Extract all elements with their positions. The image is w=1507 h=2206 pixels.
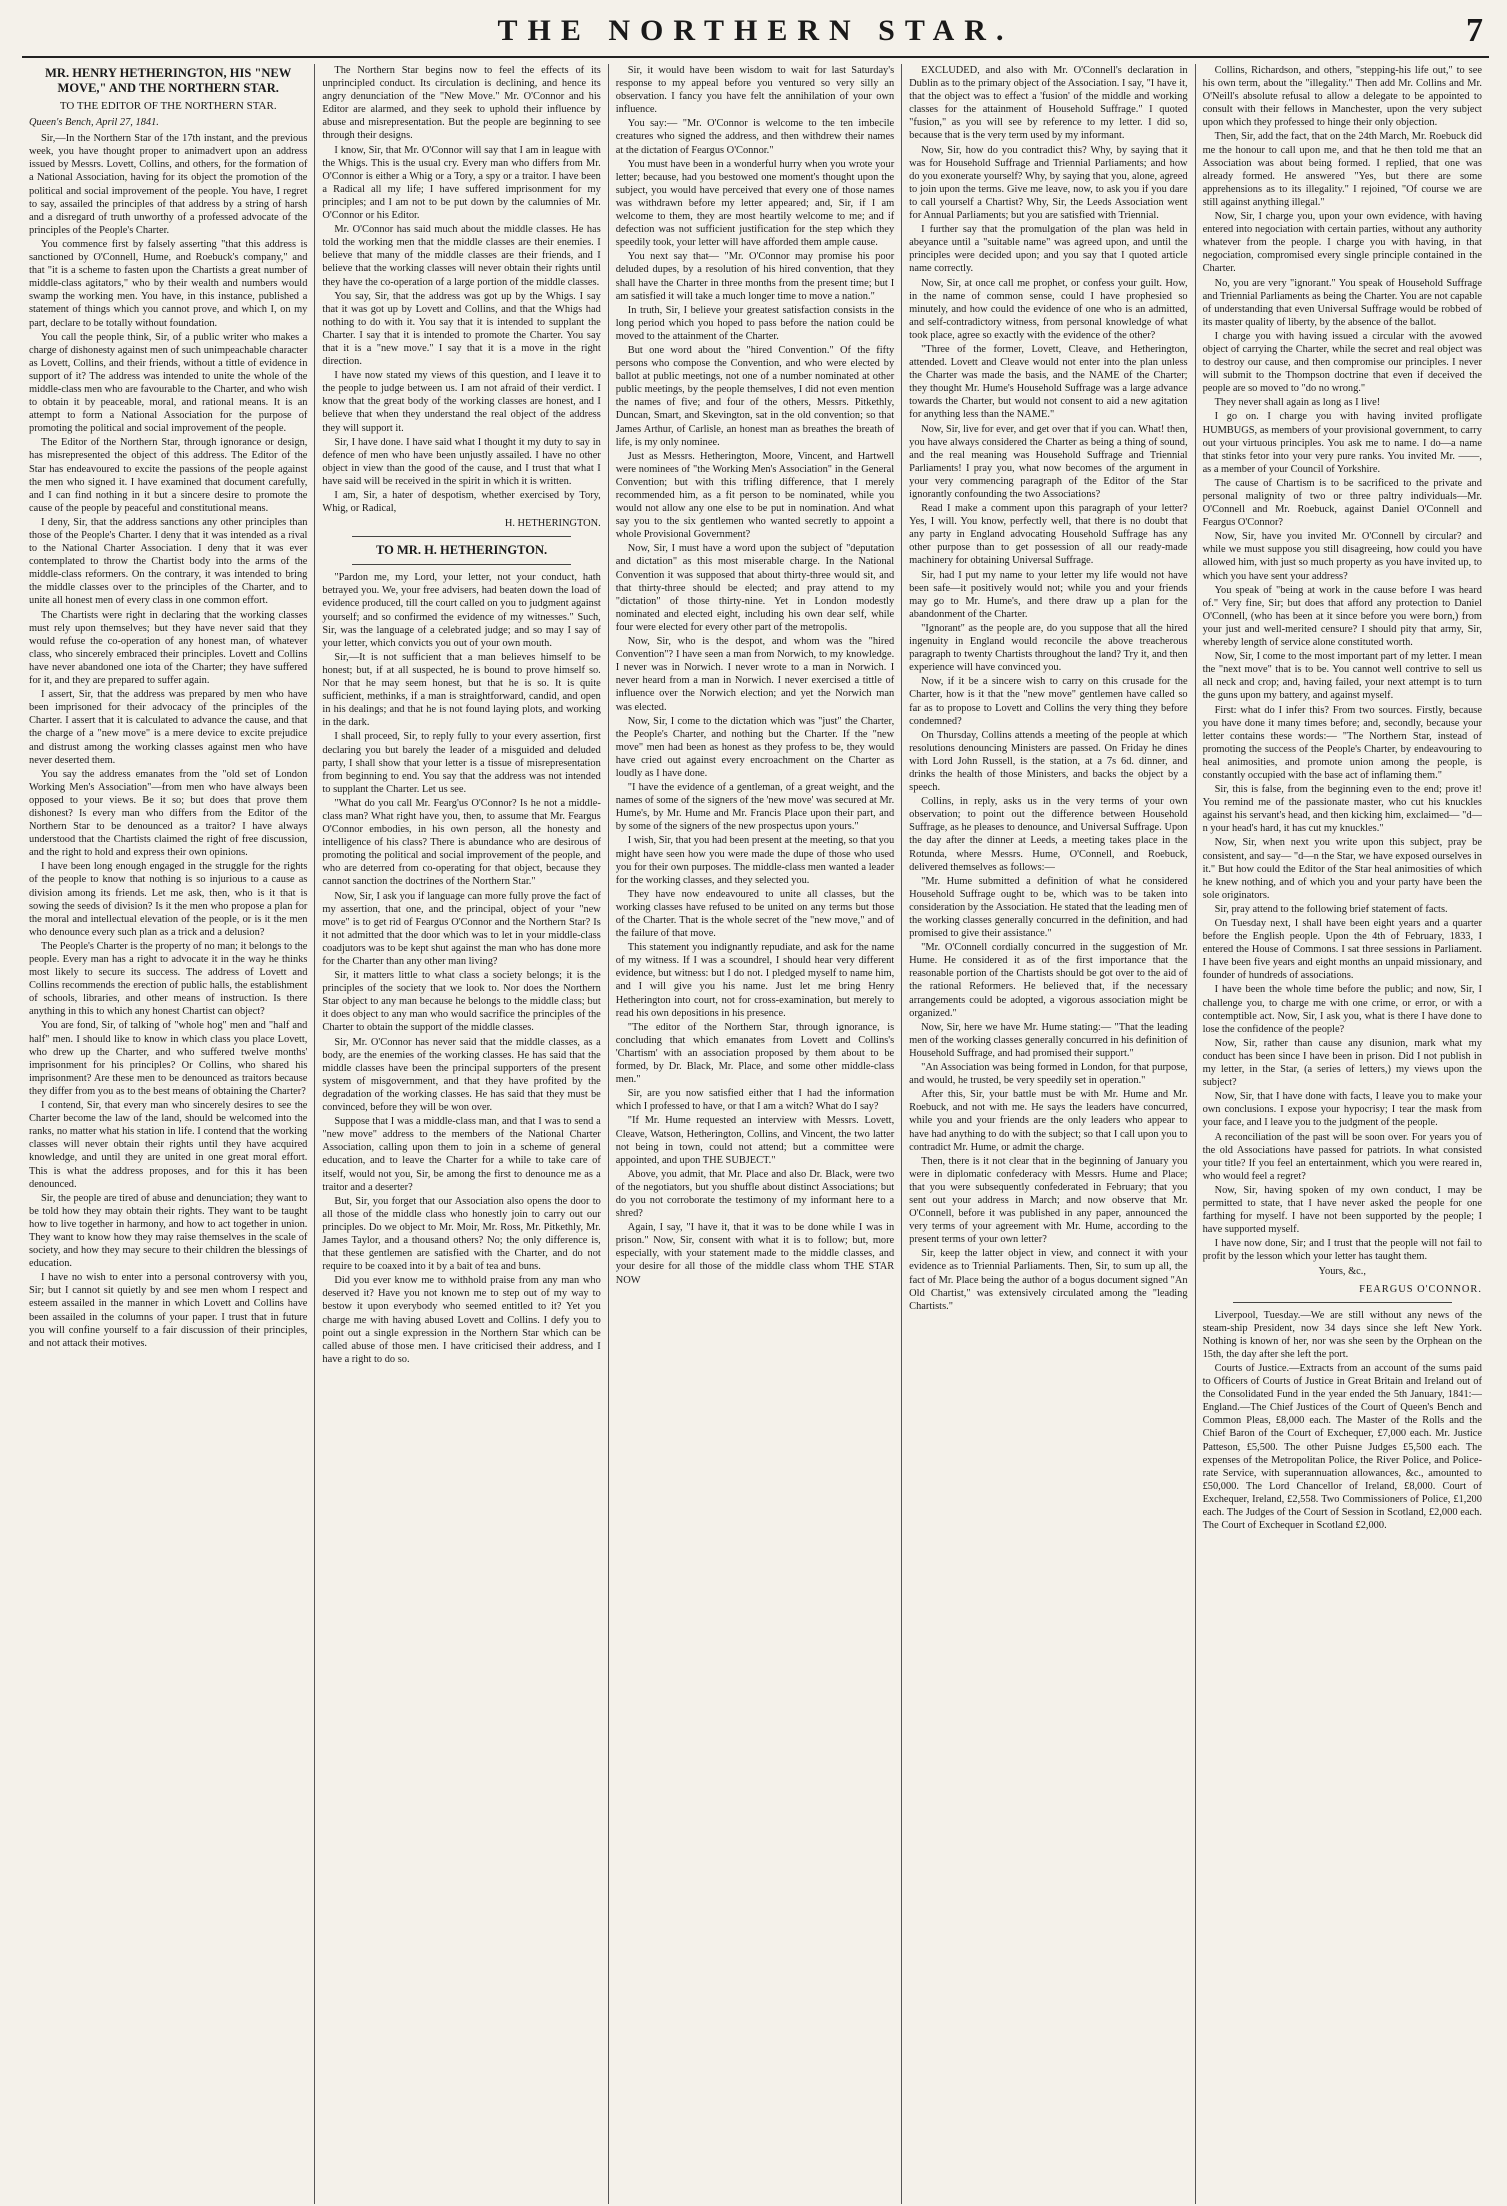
paragraph: Sir,—In the Northern Star of the 17th instant, and the previous week, you have thought proper to animadvert upon an address issued by Messrs. Lovett, Collins, and others, for the formation of a National Association, having for its object the promotion of the political and social improvement of the people. You have, I regret to say, assailed the principles of that address by a string of harsh and a disregard of truth unworthy of a professed advocate of the principles of the People's Charter. <box>29 133 308 236</box>
paragraph: You say:— "Mr. O'Connor is welcome to the ten imbecile creatures who signed the address, and then withdrew their names at the dictation of Feargus O'Connor." <box>615 118 895 156</box>
column-4 <box>902 64 1195 2204</box>
paragraph: Sir, had I put my name to your letter my life would not have been safe—it positively would not; while you and your friends may go to Mr. Hume's, and there draw up a plan for the abandonment of the Charter. <box>909 569 1188 620</box>
paragraph: But, Sir, you forget that our Association also opens the door to all those of the middle class who honestly join to carry out our principles. Do we object to Mr. Moir, Mr. Ross, Mr. Pitkethly, Mr. James Taylor, and a thousand others? No; the only difference is, that these gentlemen are satisfied with the Charter, and do not require to be coaxed into it by a bait of tea and buns. <box>322 1195 601 1273</box>
column-2-body-top <box>322 64 600 515</box>
paragraph: I have now done, Sir; and I trust that the people will not fail to profit by the lesson which your letter has taught them. <box>1202 1238 1482 1263</box>
paragraph: You speak of "being at work in the cause before I was heard of." Very fine, Sir; but does that afford any protection to Daniel O'Connell, (who has been at it since before you were born,) from your just and well-merited censure? I should pity that army, Sir, whereby length of service alone constituted worth. <box>1202 584 1482 649</box>
paragraph: I charge you with having issued a circular with the avowed object of carrying the Charter, while the secret and real object was to destroy our cause, and then compromise our principles. I never will submit to the Thompson doctrine that even if deceived the people are so moved to "do no wrong." <box>1202 330 1482 395</box>
news-item: Liverpool, Tuesday.—We are still without any news of the steam-ship President, now 34 days since she left New York. Nothing is known of her, nor was she seen by the Orphean on the 15th, the day after she left the port. <box>1202 1309 1482 1360</box>
paragraph: Just as Messrs. Hetherington, Moore, Vincent, and Hartwell were nominees of "the Working Men's Association" in the General Convention; but with this trifling difference, that I merely recommended him, as a fit person to be nominated, while you would not allow any one else to be put in nomination. And what say you to the six gentlemen who wanted secretly to appoint a whole Provisional Government? <box>615 450 895 541</box>
paragraph: I have been the whole time before the public; and now, Sir, I challenge you, to charge me with one crime, or error, or with a contemptible act. Now, Sir, I ask you, what is there I have done to lose the confidence of the people? <box>1202 984 1482 1035</box>
paragraph: Now, Sir, have you invited Mr. O'Connell by circular? and while we must suppose you still disagreeing, how could you have allowed him, with just so much property as you have invited up, to which you have sent your address? <box>1202 531 1482 582</box>
letter-dateline: Queen's Bench, April 27, 1841. <box>29 117 159 129</box>
paragraph: Collins, in reply, asks us in the very terms of your own observation; to point out the difference between Household Suffrage, as he pleases to denounce, and Universal Suffrage. Upon the day after the dinner at Leeds, a meeting takes place in the Rotunda, where Messrs. Hume, O'Connell, and Roebuck, delivered themselves as follows:— <box>909 796 1188 873</box>
paragraph: Now, Sir, here we have Mr. Hume stating:— "That the leading men of the working classes generally concurred in his definition of Household Suffrage, and had promised their support." <box>909 1021 1188 1059</box>
column-5 <box>1196 64 1489 2204</box>
paragraph: Then, Sir, add the fact, that on the 24th March, Mr. Roebuck did me the honour to call upon me, and that he then told me that an Association was about being formed. I replied, that one was already formed. He answered "Yes, but there are some apprehensions as to its illegality." I rejoined, "Of course we are still against anything illegal." <box>1202 131 1482 208</box>
paragraph: Now, Sir, when next you write upon this subject, pray be consistent, and say— "d—n the Star, we have exposed ourselves in it." But how could the Editor of the Star heal animosities of which he knew nothing, and of which you and your party have been the sole originators. <box>1202 837 1482 901</box>
paragraph: The Chartists were right in declaring that the working classes must rely upon themselves; but they have never said that they would refuse the co-operation of any honest man, of whatever class, who sincerely embraced their principles. Lovett and Collins have never abandoned one iota of the Charter; they have suffered for it, and they are prepared to suffer again. <box>29 609 308 687</box>
paragraph: This statement you indignantly repudiate, and ask for the name of my witness. If I was a scoundrel, I should hear very different evidence, but witness: but I do not. I pledged myself to name him, and I will give you his name. Just let me bring Henry Hetherington into court, not for cross-examination, but merely to read his own depositions in his presence. <box>615 942 895 1019</box>
paragraph: Again, I say, "I have it, that it was to be done while I was in prison." Now, Sir, consent with what it is to follow; but, more especially, with your statement made to the middle classes, and your desire for all those of the middle class whom THE STAR NOW <box>615 1222 895 1286</box>
paragraph: I further say that the promulgation of the plan was held in abeyance until a "suitable name" was agreed upon, and until the principles were decided upon; and you say that I quoted article name correctly. <box>909 224 1188 275</box>
closing: Yours, &c., <box>1318 1266 1366 1278</box>
paragraph: You must have been in a wonderful hurry when you wrote your letter; because, had you bestowed one moment's thought upon the subject, you would have perceived that every one of those names was withdrawn before my letter appeared; and, Sir, if I am welcome to them, they are most heartily welcome to me; and if defection was not sufficient justification for the step which they speedily took, your letter will have afforded them ample cause. <box>615 158 895 249</box>
paragraph: Sir, keep the latter object in view, and connect it with your evidence as to Triennial Parliaments. Then, Sir, to sum up all, the fact of Mr. Place being the author of a bogus document signed "An Old Chartist," was extensively circulated among the "leading Chartists." <box>909 1248 1188 1312</box>
paragraph: I wish, Sir, that you had been present at the meeting, so that you might have seen how you were made the dupe of those who used you for their own purposes. The middle-class men wanted a leader for the working classes, and they selected you. <box>615 835 895 886</box>
news-item: Courts of Justice.—Extracts from an account of the sums paid to Officers of Courts of Justice in Great Britain and Ireland out of the Consolidated Fund in the year ended the 5th January, 1841:—England.—The Chief Justices of the Court of Queen's Bench and Common Pleas, £8,000 each. The Master of the Rolls and the Chief Baron of the Court of Exchequer, £7,000 each. Mr. Justice Patteson, £5,500. The other Puisne Judges £5,500 each. The expenses of the Metropolitan Police, the River Police, and Police-rate Service, with superannuation allowances, &c., amounted to £50,000. The Lord Chancellor of Ireland, £8,000. Court of Exchequer, Ireland, £2,558. Two Commissioners of Police, £1,200 each. The Judges of the Court of Session in Scotland, £2,000 each. The Court of Exchequer in Scotland £2,000. <box>1202 1363 1482 1532</box>
column-3 <box>609 64 902 2204</box>
paragraph: I go on. I charge you with having invited profligate HUMBUGS, as members of your provisional government, to carry out your virtuous principles. You ask me to name. I do—a name that stinks fetor into your very pure ranks. You invited Mr. ——, as a member of your Council of Yorkshire. <box>1202 411 1482 475</box>
paragraph: You next say that— "Mr. O'Connor may promise his poor deluded dupes, by a resolution of his hired convention, that they shall have the Charter in three months from the present time; but I am satisfied it will take a much longer time to move a nation." <box>615 251 895 302</box>
paragraph: Sir, Mr. O'Connor has never said that the middle classes, as a body, are the enemies of the working classes. He has said that the middle classes have been the principal supporters of the present system of misgovernment, and that they have profited by the degradation of the working classes. He has said that they must be convinced, before they will be won over. <box>322 1036 601 1114</box>
paragraph: The Northern Star begins now to feel the effects of its unprincipled conduct. Its circulation is declining, and hence its angry denunciation of the "New Move." Mr. O'Connor and his Editor are alarmed, and they seek to uphold their influence by abuse and misrepresentation. But the people are beginning to see through their designs. <box>322 65 601 142</box>
paragraph: Did you ever know me to withhold praise from any man who deserved it? Have you not known me to step out of my way to bestow it upon everybody who seemed entitled to it? Yet you charge me with having abused Lovett and Collins. I defy you to point out a single expression in the Northern Star which can be called abuse of those men. I have criticised their address, and I have a right to do so. <box>322 1275 601 1365</box>
column-1-body <box>29 132 307 1350</box>
paragraph: I contend, Sir, that every man who sincerely desires to see the Charter become the law of the land, should be welcomed into the ranks, no matter what his station in life. I contend that the working classes will never obtain their rights until they have acquired knowledge, and until they are united in one great moral effort. This is what the address proposes, and for this it has been denounced. <box>29 1100 308 1190</box>
paragraph: I have been long enough engaged in the struggle for the rights of the people to know that nothing is so injurious to a cause as division among its friends. Let me ask, then, who is it that is sowing the seeds of division? Is it the men who propose a plan for the moral and intellectual elevation of the people, or is it the men who denounce every such plan as a trick and a delusion? <box>29 861 308 938</box>
column-4-body <box>909 64 1187 1313</box>
paragraph: Mr. O'Connor has said much about the middle classes. He has told the working men that the middle classes are their enemies. I believe that many of the middle classes are their friends, and I believe that the working classes will never obtain their rights until they have the co-operation of a large portion of the middle classes. <box>322 224 601 288</box>
paragraph: No, you are very "ignorant." You speak of Household Suffrage and Triennial Parliaments as being the Charter. You are not capable of understanding that even Universal Suffrage would be robbed of its master quality of liberty, by the absence of the ballot. <box>1202 277 1482 328</box>
paragraph: After this, Sir, your battle must be with Mr. Hume and Mr. Roebuck, and not with me. He says the leaders have concurred, while you and your friends are the only leaders who appear to have had anything to do with the subject; so that I call upon you to contradict Mr. Hume, or admit the charge. <box>909 1089 1188 1153</box>
column-2-body-bottom <box>322 571 600 1366</box>
paragraph: I shall proceed, Sir, to reply fully to your every assertion, first declaring you but barely the leader of a misguided and deluded party, I shall show that your letter is a tissue of misrepresentation from beginning to end. You say that the address was not intended to supplant the Charter. Let us see. <box>322 731 601 795</box>
paragraph: Now, Sir, having spoken of my own conduct, I may be permitted to state, that I have never asked the people for one farthing for myself. I have not been supported by the people; I have supported myself. <box>1202 1184 1482 1236</box>
paragraph: You commence first by falsely asserting "that this address is sanctioned by O'Connell, Hume, and Roebuck's company," and that "it is a scheme to fasten upon the Chartists a great number of middle-class agitators," who by their wealth and numbers would swamp the working men. You have, in this instance, published a statement of things which you cannot prove, and which I, on my part, declare to be totally without foundation. <box>29 238 308 329</box>
letter-addressee: TO THE EDITOR OF THE NORTHERN STAR. <box>59 100 277 112</box>
paragraph: Sir, are you now satisfied either that I had the information which I professed to have, or that I am a witch? What do I say? <box>615 1088 895 1113</box>
paragraph: But one word about the "hired Convention." Of the fifty persons who compose the Convention, and who were elected by ballot at public meetings, not one of a number nominated at other public meetings, by the people themselves, I did not even mention the names of five; and four of the others, Messrs. Pitkethly, Duncan, Smart, and Skevington, sat in the old convention; so that James Arthur, of Carlisle, an honest man as breathes the breath of life, is my only nominee. <box>615 344 895 448</box>
paragraph: Sir,—It is not sufficient that a man believes himself to be honest; but, if at all suspected, he is bound to prove himself so. Nor that he may seem honest, but that he is so. It is quite sufficient, methinks, if a man is straightforward, candid, and open in his dealings; and that he is not found laying plots, and working in the dark. <box>322 651 601 729</box>
masthead <box>22 10 1489 58</box>
paragraph: Then, there is it not clear that in the beginning of January you were in diplomatic confederacy with Messrs. Hume and Place; that you were subsequently confederated in February; that you sent out your address in March; and now observe that Mr. O'Connell, before it was published in any paper, announced the very terms of your agreement with Mr. Hume, according to the present terms of your own letter? <box>909 1155 1188 1246</box>
paragraph: "An Association was being formed in London, for that purpose, and would, he trusted, be very speedily set in operation." <box>909 1062 1188 1087</box>
reply-signature: FEARGUS O'CONNOR. <box>1359 1283 1482 1295</box>
paragraph: Sir, it would have been wisdom to wait for last Saturday's response to my appeal before you ventured so very silly an observation. I fancy you have felt the annihilation of your own influence. <box>615 65 895 116</box>
paragraph: Suppose that I was a middle-class man, and that I was to send a "new move" address to the members of the National Charter Association, calling upon them to join in a scheme of general education, and to leave the Charter for a while to take care of itself, would not you, Sir, be among the first to denounce me as a traitor and a deserter? <box>322 1116 601 1193</box>
paragraph: You call the people think, Sir, of a public writer who makes a charge of dishonesty against men of such unimpeachable character as Lovett, Collins, and their friends, without a tittle of evidence in support of it? The address was intended to unite the whole of the middle-class men who are favourable to the Charter, and who wish to obtain it by peaceable, moral, and rational means. It is an attempt to form a National Association for the purpose of promoting the political and social improvement of the people. <box>29 331 308 435</box>
paragraph: I have no wish to enter into a personal controversy with you, Sir; but I cannot sit quietly by and see men whom I respect and esteem assailed in the manner in which Lovett and Collins have been assailed in the columns of your paper. I trust that in future you will confine yourself to a fair discussion of their principles, and not attack their motives. <box>29 1272 308 1349</box>
paragraph: A reconciliation of the past will be soon over. For years you of the old Associations have passed for patriots. In what consisted your title? If you feel an entertainment, which you were reared in, who would feel a regret? <box>1202 1131 1482 1182</box>
paragraph: I deny, Sir, that the address sanctions any other principles than those of the People's Charter. I deny that it was intended as a rival to the National Charter Association. I deny that it was ever contemplated to throw the Chartist body into the arms of the middle-class reformers. On the contrary, it was intended to bring the middle classes over to the principles of the Charter, and to unite all honest men of every class in one common effort. <box>29 516 308 607</box>
paragraph: EXCLUDED, and also with Mr. O'Connell's declaration in Dublin as to the primary object of the Association. I say, "I have it, that the object was to effect a 'fusion' of the middle and working classes for the attainment of Household Suffrage." I quoted "fusion," as you will see by reference to my letter. I did so, because that is the very term used by my informant. <box>909 65 1188 142</box>
paragraph: Now, Sir, I charge you, upon your own evidence, with having entered into negociation with certain parties, without any authority whatever from the people. I charge you with having, in that negociation, compromised every single principle contained in the Charter. <box>1202 211 1482 275</box>
news-items <box>1203 1309 1482 1533</box>
paragraph: I assert, Sir, that the address was prepared by men who have been imprisoned for their advocacy of the principles of the Charter. I assert that it is calculated to advance the cause, and that the charge of a "new move" is a mere device to excite prejudice and distrust among the working classes against men who have never deserted them. <box>29 689 308 766</box>
paragraph: Now, Sir, that I have done with facts, I leave you to make your own conclusions. I expose your hypocrisy; I tear the mask from your face, and I leave you to the judgment of the people. <box>1202 1091 1482 1129</box>
divider <box>352 536 570 537</box>
divider <box>1233 1302 1452 1303</box>
paragraph: You are fond, Sir, of talking of "whole hog" men and "half and half" men. I should like to know in which class you place Lovett, who drew up the Charter, and who suffered twelve months' imprisonment for his principles? Or Collins, who shared his imprisonment? Are these men to be denounced as traitors because they differ from you as to the best means of obtaining the Charter? <box>29 1020 308 1097</box>
column-5-body <box>1203 64 1482 1263</box>
paragraph: The Editor of the Northern Star, through ignorance or design, has misrepresented the object of this address. The Editor of the Star has endeavoured to excite the passions of the people against the men who signed it. I have examined that document carefully, and I can find nothing in it but a sincere desire to promote the cause of the people by peaceful and constitutional means. <box>29 437 308 514</box>
paragraph: Read I make a comment upon this paragraph of your letter? Yes, I will. You know, perfectly well, that there is no doubt that any party in England advocating Household Suffrage has any other purpose than to get possession of all our ready-made machinery for obtaining Universal Suffrage. <box>909 503 1188 567</box>
paragraph: The People's Charter is the property of no man; it belongs to the people. Every man has a right to advocate it in the way he thinks most likely to secure its success. The address of Lovett and Collins recommends the erection of public halls, the establishment of schools, libraries, and other means of instruction. Is there anything in this to which any honest Chartist can object? <box>29 940 308 1018</box>
column-1 <box>22 64 315 2204</box>
paragraph: Now, Sir, rather than cause any disunion, mark what my conduct has been since I have been in prison. Did I not publish in my letter, in the Star, (a series of letters,) my views upon the subject? <box>1202 1037 1482 1089</box>
paragraph: You say, Sir, that the address was got up by the Whigs. I say that it was got up by Lovett and Collins, and that the Whigs had nothing to do with it. You say that it is intended to supplant the Charter. I say that it is intended to promote the Charter. You say that it is a "new move." I say that it is a move in the right direction. <box>322 290 601 368</box>
paragraph: Now, Sir, at once call me prophet, or confess your guilt. How, in the name of common sense, could I have prophesied so minutely, and how could the evidence of one who is an admitted, and self-contradictory witness, from personal knowledge of what took place, agree so exactly with the evidence of the other? <box>909 277 1188 341</box>
paragraph: On Tuesday next, I shall have been eight years and a quarter before the English people. Upon the 4th of February, 1833, I entered the House of Commons. I sat three sessions in Parliament. I have been five years and eight months an unpaid missionary, and founder of hundreds of associations. <box>1202 918 1482 982</box>
paragraph: "Mr. O'Connell cordially concurred in the suggestion of Mr. Hume. He considered it as of the first importance that the reasonable portion of the Chartists should be got over to the aid of the rational Reformers. He believed that, if the necessary arrangements could be adopted, a vigorous association might be organized." <box>909 942 1188 1019</box>
paragraph: Now, Sir, who is the despot, and whom was the "hired Convention"? I have seen a man from Norwich, to my knowledge. I never was in Norwich. I never wrote to a man in Norwich. I never heard from a man in Norwich. I never exercised a tittle of influence over the Norwich election; and yet the Norwich man was elected. <box>615 636 895 713</box>
paragraph: In truth, Sir, I believe your greatest satisfaction consists in the long period which you hoped to pass before the nation could be moved to the attainment of the Charter. <box>615 304 895 342</box>
column-3-body <box>616 64 894 1287</box>
paragraph: You say the address emanates from the "old set of London Working Men's Association"—from men who have always been opposed to your views. Be it so; but does that prove them dishonest? Is every man who differs from the Editor of the Northern Star to be denounced as a traitor? I have always understood that the Chartists claimed the right of free discussion, and the right to hold and express their own opinions. <box>29 768 308 859</box>
paragraph: Now, Sir, I must have a word upon the subject of "deputation and dictation" as this most miserable charge. In the National Convention it was supposed that about thirty-three would sit, and that thirty-three should be elected; and pray attend to my "dictation" of those thirty-nine. Yet in London modestly nominated and elected eight, including his own dear self, while four were elected for every other part of the metropolis. <box>615 543 895 633</box>
paragraph: Above, you admit, that Mr. Place and also Dr. Black, were two of the negotiators, but you shuffle about distinct Associations; but do you not corroborate the testimony of my informant here to a shred? <box>615 1168 895 1220</box>
paragraph: They never shall again as long as I live! <box>1214 397 1381 409</box>
column-2 <box>315 64 608 2204</box>
paragraph: "I have the evidence of a gentleman, of a great weight, and the names of some of the signers of the 'new move' was secured at Mr. Hume's, by Mr. Hume and Mr. Francis Place upon their part, and by some of the signers of the new prospectus upon yours." <box>615 782 895 833</box>
paragraph: Sir, the people are tired of abuse and denunciation; they want to be told how they may obtain their rights. They want to be taught how to live together in harmony, and how to act together in union. They want to know how they may raise themselves in the scale of society, and how they may secure to their children the blessings of education. <box>29 1192 308 1270</box>
paragraph: Collins, Richardson, and others, "stepping-his life out," to see his own term, about the "illegality." Then add Mr. Collins and Mr. O'Neill's absolute refusal to allow a delegate to be appointed to consult with their fellows in Manchester, upon the very subject upon which they professed to hinge their only objection. <box>1202 65 1482 129</box>
paragraph: Now, Sir, I come to the most important part of my letter. I mean the "next move" that is to be. You cannot well contrive to sell us all neck and crop; and, having failed, your next attempt is to turn the guns upon my battery, and against myself. <box>1202 651 1482 702</box>
paragraph: They have now endeavoured to unite all classes, but the working classes have refused to be united on any terms but those of the Charter. That is the whole secret of the "new move," and of the failure of that move. <box>615 888 895 940</box>
paragraph: Sir, I have done. I have said what I thought it my duty to say in defence of men who have been unjustly assailed. I have no other object in view than the good of the cause, and I trust that what I have said will be received in the spirit in which it is written. <box>322 436 601 487</box>
paragraph: "Three of the former, Lovett, Cleave, and Hetherington, attended. Lovett and Cleave would not enter into the plan unless the Charter was made the basis, and the NAME of the Charter; they thought Mr. Hume's Household Suffrage was a large advance towards the Charter, but would not consent to aid a new agitation for anything less than the NAME." <box>909 343 1188 421</box>
paragraph: "If Mr. Hume requested an interview with Messrs. Lovett, Cleave, Watson, Hetherington, Collins, and Vincent, the two latter not being in town, could not attend; but a committee were appointed, and upon THE SUBJECT." <box>615 1115 895 1166</box>
paragraph: "Mr. Hume submitted a definition of what he considered Household Suffrage ought to be, which was to be taken into consideration by the Association. He stated that the leading men of the working classes generally concurred in the definition, and had promised to give their assistance." <box>909 875 1188 940</box>
paragraph: The cause of Chartism is to be sacrificed to the private and personal malignity of two or three paltry individuals—Mr. O'Connell and Mr. Roebuck, against Daniel O'Connell and Feargus O'Connor? <box>1202 477 1482 529</box>
reply-heading: TO MR. H. HETHERINGTON. <box>376 543 548 558</box>
paragraph: Now, Sir, I ask you if language can more fully prove the fact of my assertion, that one, and the principal, object of your "new move" is to get rid of Feargus O'Connor and the Northern Star? Is it not admitted that the door which was to let in your middle-class coadjutors was to be kept shut against the man who has done more for the Charter than any other man living? <box>322 890 601 967</box>
letter-signature: H. HETHERINGTON. <box>504 518 601 530</box>
letter-heading: MR. HENRY HETHERINGTON, HIS "NEW MOVE," AND THE NORTHERN STAR. <box>45 66 292 95</box>
paragraph: Now, if it be a sincere wish to carry on this crusade for the Charter, how is it that the "new move" gentlemen have called so far as to propose to Lovett and Collins the very thing they before condemned? <box>909 676 1188 727</box>
paragraph: I know, Sir, that Mr. O'Connor will say that I am in league with the Whigs. This is the usual cry. Every man who differs from Mr. O'Connor is either a Whig or a Tory, a spy or a traitor. I have been a Radical all my life; I have suffered imprisonment for my principles; and I am not to be put down by the calumnies of Mr. O'Connor or his Editor. <box>322 144 601 222</box>
page-number: 7 <box>1466 12 1483 49</box>
paragraph: "Pardon me, my Lord, your letter, not your conduct, hath betrayed you. We, your free advisers, had beaten down the load of evidence produced, till the court called on you to judgment against yourself; and so confirmed the evidence of my witnesses." Such, Sir, was the language of a celebrated judge; and so may I say of your letter, which convicts you out of your own mouth. <box>322 572 601 649</box>
divider <box>352 564 570 565</box>
paragraph: Sir, this is false, from the beginning even to the end; prove it! You remind me of the passionate master, who cut his knuckles against his servant's head, and then kicking him, exclaimed— "d—n your head's hard, it has cut my knuckles." <box>1202 784 1482 835</box>
paragraph: On Thursday, Collins attends a meeting of the people at which resolutions denouncing Ministers are passed. On Friday he dines with Lord John Russell, is the station, at a 7s 6d. dinner, and drinks the health of those Ministers, and backs the object by a speech. <box>909 729 1188 794</box>
paragraph: I am, Sir, a hater of despotism, whether exercised by Tory, Whig, or Radical, <box>322 490 601 515</box>
paragraph: I have now stated my views of this question, and I leave it to the people to judge between us. I am not afraid of their verdict. I know that the great body of the working classes are honest, and I believe that when they understand the real object of the address they will support it. <box>322 370 601 434</box>
paragraph: Now, Sir, live for ever, and get over that if you can. What! then, you have always considered the Charter as being a thing of sound, and the real meaning was Household Suffrage and Triennial Parliaments! I pray you, what now becomes of the argument in your very commencing paragraph of the Editor of the Star ignorantly confounding the two Associations? <box>909 423 1188 500</box>
paragraph: "The editor of the Northern Star, through ignorance, is concluding that which emanates from Lovett and Collins's 'Chartism' with an association proposed by them about to be formed, by Dr. Black, Mr. Place, and some other middle-class men." <box>615 1021 895 1086</box>
paragraph: Sir, pray attend to the following brief statement of facts. <box>1214 903 1448 915</box>
paragraph: Now, Sir, how do you contradict this? Why, by saying that it was for Household Suffrage and Triennial Parliaments; and how do you exonerate yourself? Why, by saying that you, alone, agreed to join upon the terms. Give me leave, now, to ask you if you dare to call yourself a Chartist? Why, Sir, the Leeds Association went for Annual Parliaments; but you are satisfied with Triennial. <box>909 144 1188 222</box>
newspaper-title: THE NORTHERN STAR. <box>497 14 1014 47</box>
paragraph: First: what do I infer this? From two sources. Firstly, because you have done it many times before; and, secondly, because your letter contains these words:— "The Northern Star, instead of promoting the success of the People's Charter, by endeavouring to heal animosities, and promote union among the people, is constantly occupied with the base act of inflaming them." <box>1202 704 1482 781</box>
columns <box>22 64 1489 2204</box>
paragraph: Now, Sir, I come to the dictation which was "just" the Charter, the People's Charter, and nothing but the Charter. If the "new move" men had been as honest as they profess to be, they would have cried out against every encroachment on the Charter as loudly as I have done. <box>615 715 895 779</box>
paragraph: Sir, it matters little to what class a society belongs; it is the principles of the society that we look to. Nor does the Northern Star object to any man because he belongs to the middle class; but it does object to any man who would sacrifice the principles of the Charter to obtain the support of the middle classes. <box>322 970 601 1034</box>
paragraph: "Ignorant" as the people are, do you suppose that all the hired ingenuity in England would reconcile the above treacherous paragraph to twenty Chartists throughout the land? Try it, and then experience will have convinced you. <box>909 622 1188 674</box>
paragraph: "What do you call Mr. Fearg'us O'Connor? Is he not a middle-class man? What right have you, then, to assume that Mr. Feargus O'Connor embodies, in his own person, all the honesty and intelligence of his class? There is abundance who are desirous of promoting the political and social improvement of the people, and who are deterred from co-operating for that object, because they cannot sanction the doctrines of the Northern Star." <box>322 797 601 888</box>
